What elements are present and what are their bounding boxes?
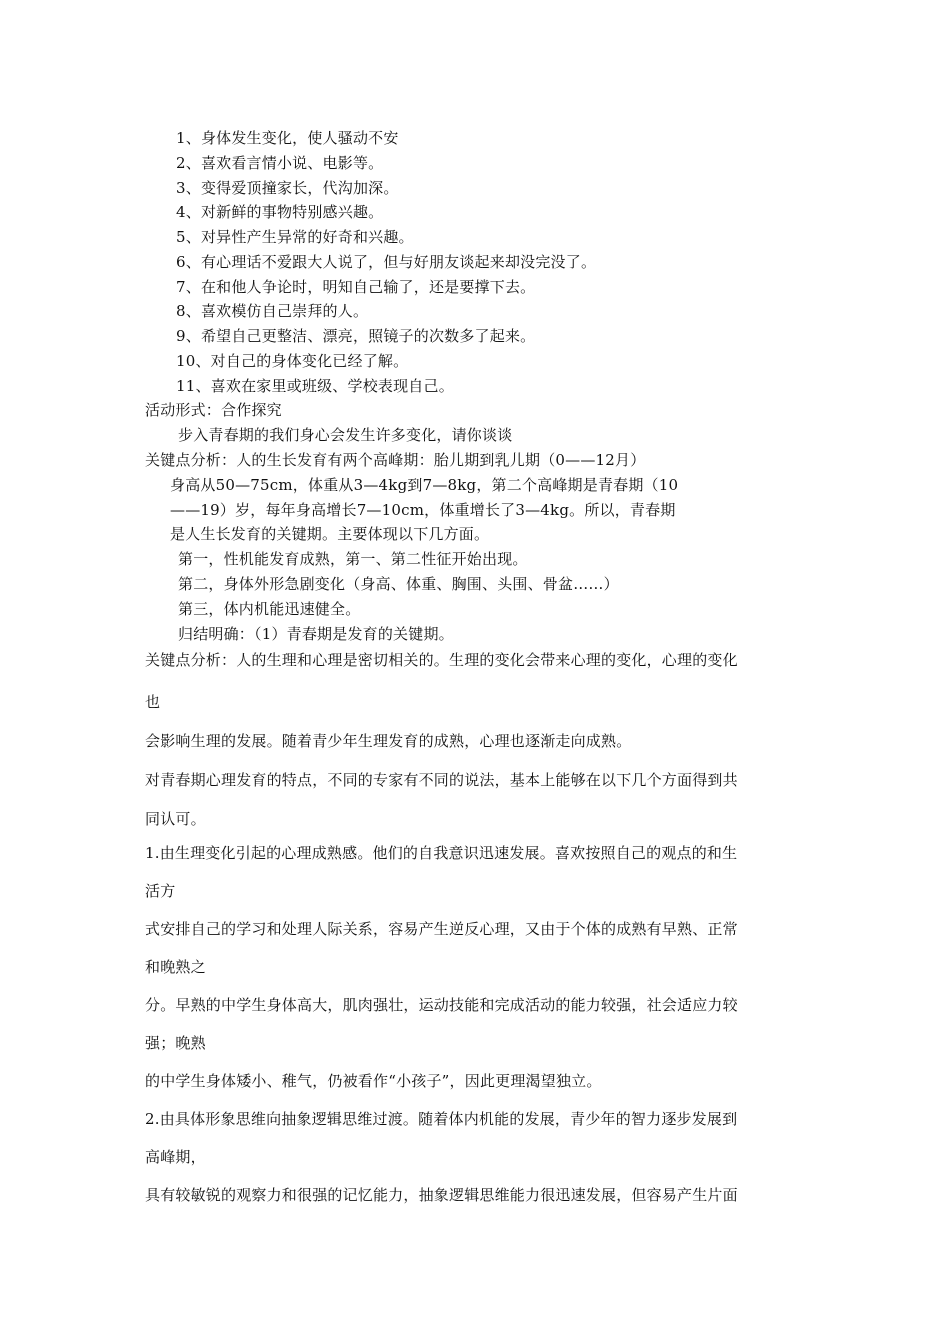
analysis-line: 是人生长发育的关键期。主要体现以下几方面。 bbox=[170, 525, 490, 543]
activity-form: 活动形式：合作探究 bbox=[145, 401, 282, 419]
paragraph-line: 强；晚熟 bbox=[145, 1034, 206, 1052]
list-item: 1、身体发生变化，使人骚动不安 bbox=[176, 129, 399, 147]
paragraph-line: 2.由具体形象思维向抽象逻辑思维过渡。随着体内机能的发展，青少年的智力逐步发展到 bbox=[145, 1110, 738, 1128]
paragraph-line: 关键点分析：人的生理和心理是密切相关的。生理的变化会带来心理的变化，心理的变化 bbox=[145, 651, 738, 669]
list-item: 8、喜欢模仿自己崇拜的人。 bbox=[176, 302, 369, 320]
paragraph-line: 分。早熟的中学生身体高大，肌肉强壮，运动技能和完成活动的能力较强，社会适应力较 bbox=[145, 996, 738, 1014]
activity-prompt: 步入青春期的我们身心会发生许多变化，请你谈谈 bbox=[178, 426, 513, 444]
paragraph-line: 也 bbox=[145, 693, 161, 711]
analysis-point: 第三，体内机能迅速健全。 bbox=[178, 600, 361, 618]
paragraph-line: 的中学生身体矮小、稚气，仍被看作“小孩子”，因此更理渴望独立。 bbox=[145, 1072, 602, 1090]
paragraph-line: 和晚熟之 bbox=[145, 958, 206, 976]
list-item: 3、变得爱顶撞家长，代沟加深。 bbox=[176, 179, 399, 197]
list-item: 11、喜欢在家里或班级、学校表现自己。 bbox=[176, 377, 454, 395]
analysis-conclusion: 归结明确：（1）青春期是发育的关键期。 bbox=[178, 625, 454, 643]
paragraph-line: 活方 bbox=[145, 882, 176, 900]
paragraph-line: 高峰期， bbox=[145, 1148, 206, 1166]
analysis-point: 第一，性机能发育成熟，第一、第二性征开始出现。 bbox=[178, 550, 528, 568]
list-item: 6、有心理话不爱跟大人说了，但与好朋友谈起来却没完没了。 bbox=[176, 253, 597, 271]
paragraph-line: 式安排自己的学习和处理人际关系，容易产生逆反心理，又由于个体的成熟有早熟、正常 bbox=[145, 920, 738, 938]
analysis-line: 身高从50—75cm，体重从3—4kg到7—8kg，第二个高峰期是青春期（10 bbox=[170, 476, 679, 494]
analysis-point: 第二，身体外形急剧变化（身高、体重、胸围、头围、骨盆……） bbox=[178, 575, 619, 593]
list-item: 2、喜欢看言情小说、电影等。 bbox=[176, 154, 384, 172]
paragraph-line: 1.由生理变化引起的心理成熟感。他们的自我意识迅速发展。喜欢按照自己的观点的和生 bbox=[145, 844, 738, 862]
list-item: 9、希望自己更整洁、漂亮，照镜子的次数多了起来。 bbox=[176, 327, 536, 345]
list-item: 4、对新鲜的事物特别感兴趣。 bbox=[176, 203, 384, 221]
paragraph-line: 具有较敏锐的观察力和很强的记忆能力，抽象逻辑思维能力很迅速发展，但容易产生片面 bbox=[145, 1186, 738, 1204]
paragraph-line: 对青春期心理发育的特点，不同的专家有不同的说法，基本上能够在以下几个方面得到共 bbox=[145, 771, 738, 789]
analysis-line: ——19）岁，每年身高增长7—10cm，体重增长了3—4kg。所以，青春期 bbox=[170, 501, 676, 519]
analysis-line: 关键点分析：人的生长发育有两个高峰期：胎儿期到乳儿期（0——12月） bbox=[145, 451, 646, 469]
paragraph-line: 同认可。 bbox=[145, 810, 206, 828]
list-item: 7、在和他人争论时，明知自己输了，还是要撑下去。 bbox=[176, 278, 536, 296]
paragraph-line: 会影响生理的发展。随着青少年生理发育的成熟，心理也逐渐走向成熟。 bbox=[145, 732, 632, 750]
list-item: 5、对异性产生异常的好奇和兴趣。 bbox=[176, 228, 414, 246]
list-item: 10、对自己的身体变化已经了解。 bbox=[176, 352, 409, 370]
